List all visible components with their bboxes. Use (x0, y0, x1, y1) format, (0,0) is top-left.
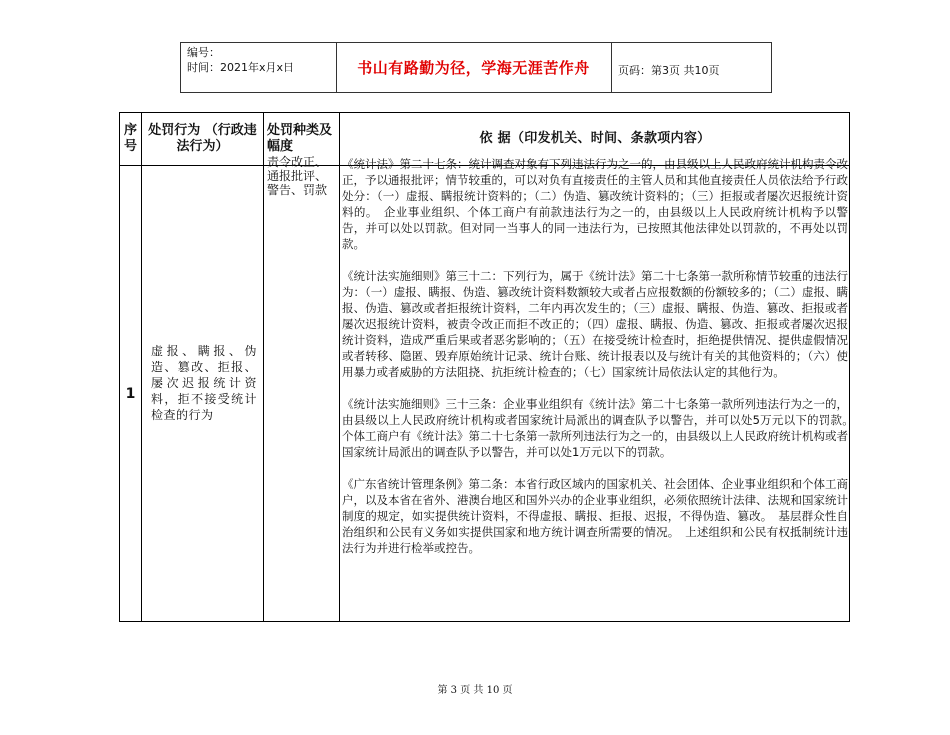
header-meta (187, 45, 294, 75)
column-divider (263, 113, 264, 621)
column-header-basis: 依 据（印发机关、时间、条款项内容） (479, 131, 711, 146)
row-seq: 1 (125, 386, 136, 402)
row-basis (342, 156, 860, 556)
basis-paragraph: 《统计法实施细则》第三十二：下列行为，属于《统计法》第二十七条第一款所称情节较重的违法行为：（一）虚报、瞒报、伪造、篡改统计资料数额较大或者占应报数额的份额较多的；（二）虚报、瞒报、伪造、篡改或者拒报统计资料，二年内再次发生的；（三）虚报、瞒报、伪造、篡改、拒报或者屡次迟报统计资料，被责令改正而拒不改正的；（四）虚报、瞒报、伪造、篡改、拒报或者屡次迟报统计资料，造成严重后果或者恶劣影响的；（五）在接受统计检查时，拒绝提供情况、提供虚假情况或者转移、隐匿、毁弃原始统计记录、统计台账、统计报表以及与统计有关的其他资料的；（六）使用暴力或者威胁的方法阻挠、抗拒统计检查的；（七）国家统计局依法认定的其他行为。 (342, 269, 848, 379)
column-header-seq: 序号 (123, 123, 137, 154)
basis-paragraph: 《统计法》第二十七条：统计调查对象有下列违法行为之一的，由县级以上人民政府统计机构责令改正，予以通报批评；情节较重的，可以对负有直接责任的主管人员和其他直接责任人员依法给予行政处分：（一）虚报、瞒报统计资料的；（二）伪造、篡改统计资料的；（三）拒报或者屡次迟报统计资料的。 企业事业组织、个体工商户有前款违法行为之一的，由县级以上人民政府统计机构予以警告，并可以处以罚款。但对同一当事人的同一违法行为，已按照其他法律处以罚款的，不再处以罚款。 (342, 157, 848, 251)
column-header-behavior: 处罚行为 （行政违法行为） (148, 123, 257, 154)
header-divider (611, 43, 612, 92)
document-header (180, 42, 772, 93)
header-number-label: 编号： (187, 46, 220, 59)
header-time-label: 时间：2021年x月x日 (187, 61, 295, 74)
header-page-label: 页码：第3页 共10页 (618, 64, 720, 77)
column-divider (339, 113, 340, 621)
column-header-type: 处罚种类及幅度 (267, 123, 333, 154)
row-penalty-type: 责令改正、通报批评、警告、罚款 (267, 155, 328, 197)
page-footer: 第 3 页 共 10 页 (437, 685, 513, 696)
penalty-table (119, 112, 860, 622)
header-motto: 书山有路勤为径，学海无涯苦作舟 (357, 59, 590, 77)
basis-paragraph: 《统计法实施细则》三十三条：企业事业组织有《统计法》第二十七条第一款所列违法行为之一的，由县级以上人民政府统计机构或者国家统计局派出的调查队予以警告，并可以处5万元以下的罚款。 个体工商户有《统计法》第二十七条第一款所列违法行为之一的，由县级以上人民政府统计机构或者国家统计局派出的调查队予以警告，并可以处1万元以下的罚款。 (342, 397, 860, 459)
basis-paragraph: 《广东省统计管理条例》第二条：本省行政区域内的国家机关、社会团体、企业事业组织和个体工商户，以及本省在省外、港澳台地区和国外兴办的企业事业组织，必须依照统计法律、法规和国家统计制度的规定，如实提供统计资料，不得虚报、瞒报、拒报、迟报，不得伪造、篡改。 基层群众性自治组织和公民有义务如实提供国家和地方统计调查所需要的情况。 上述组织和公民有权抵制统计违法行为并进行检举或控告。 (342, 477, 848, 555)
row-behavior: 虚报、瞒报、伪造、篡改、拒报、屡次迟报统计资料，拒不接受统计检查的行为 (151, 344, 257, 422)
column-divider (141, 113, 142, 621)
